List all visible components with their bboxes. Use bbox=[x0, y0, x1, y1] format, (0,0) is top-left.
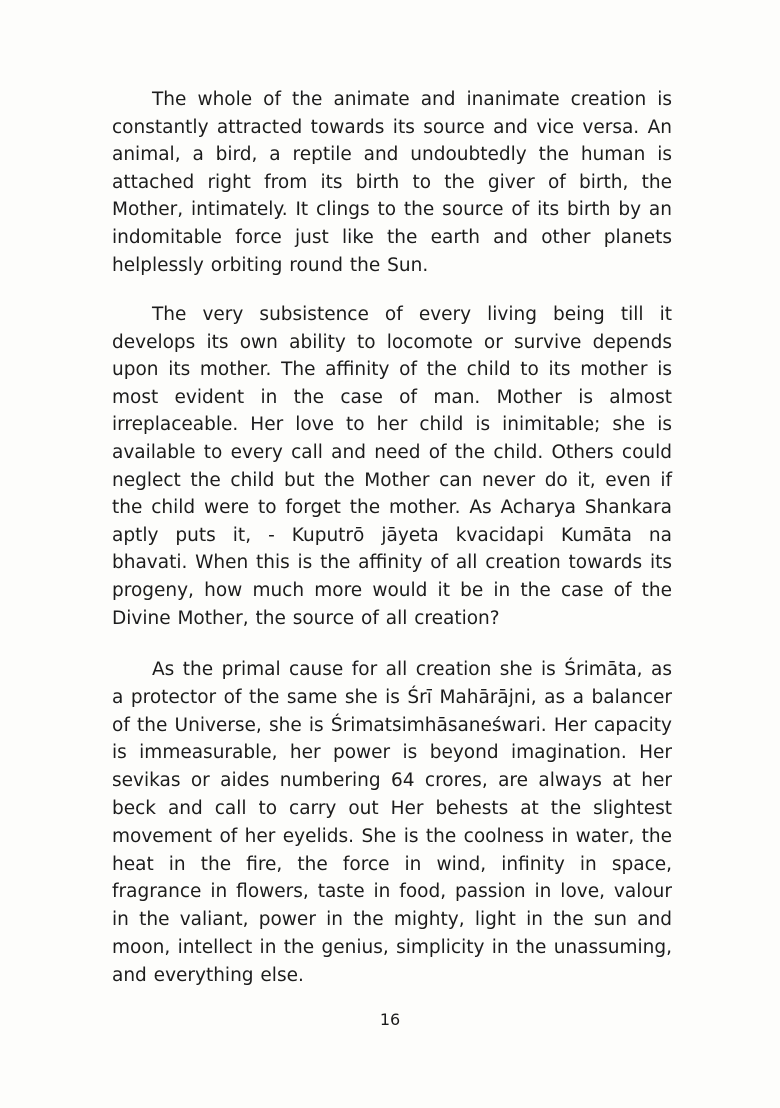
paragraph-3-block bbox=[112, 656, 672, 990]
page-number: 16 bbox=[379, 1010, 401, 1029]
paragraph-2: The very subsistence of every living being till it develops its own ability to locomote or survive depends upon its mother. The affinity of the child to its mother is most evident in the case of man. Mother is almost irreplaceable. Her love to her child is inimitable; she is available to every call and need of the child. Others could neglect the child but the Mother can never do it, even if the child were to forget the mother. As Acharya Shankara aptly puts it, - Kuputrō jāyeta kvacidapi Kumāta na bhavati. When this is the affinity of all creation towards its progeny, how much more would it be in the case of the Divine Mother, the source of all creation? bbox=[112, 304, 672, 629]
paragraph-2-block bbox=[112, 301, 672, 632]
paragraph-1-block bbox=[112, 86, 672, 279]
paragraph-3: As the primal cause for all creation she is Śrimāta, as a protector of the same she is Śrī Mahārājni, as a balancer of the Universe, she is Śrimatsimhāsaneśwari. Her capacity is immeasurable, her power is beyond imagination. Her sevikas or aides numbering 64 crores, are always at her beck and call to carry out Her behests at the slightest movement of her eyelids. She is the coolness in water, the heat in the fire, the force in wind, infinity in space, fragrance in flowers, taste in food, passion in love, valour in the valiant, power in the mighty, light in the sun and moon, intellect in the genius, simplicity in the unassuming, and everything else. bbox=[112, 659, 672, 986]
paragraph-1: The whole of the animate and inanimate creation is constantly attracted towards its source and vice versa. An animal, a bird, a reptile and undoubtedly the human is attached right from its birth to the giver of birth, the Mother, intimately. It clings to the source of its birth by an indomitable force just like the earth and other planets helplessly orbiting round the Sun. bbox=[112, 89, 672, 276]
